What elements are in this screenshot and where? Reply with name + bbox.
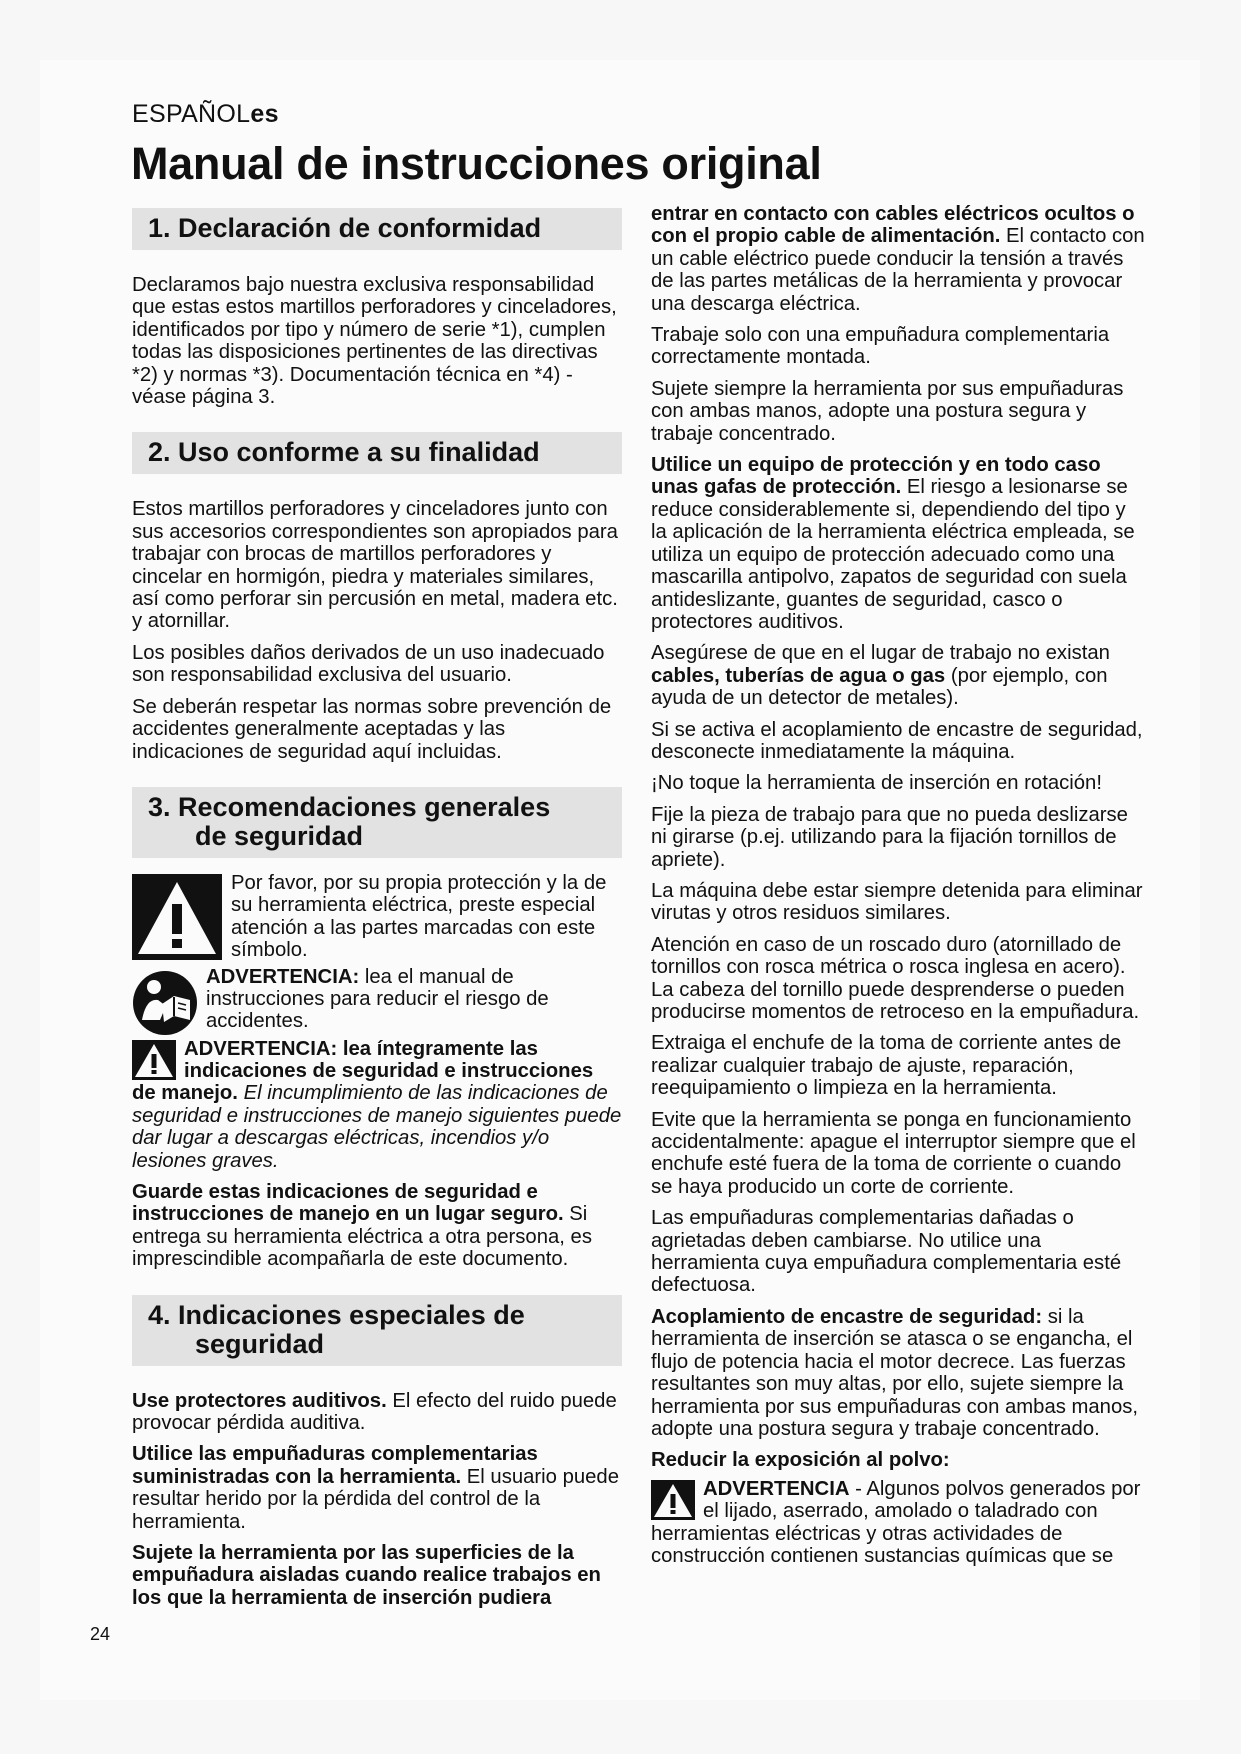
- warning-triangle-small-icon: [651, 1480, 695, 1520]
- warning-triangle-icon: [132, 874, 222, 960]
- r-paragraph-5: Asegúrese de que en el lugar de trabajo no existan cables, tuberías de agua o gas (por ejemplo, con ayuda de un detector de metales).: [651, 642, 1110, 710]
- right-column: [651, 203, 1147, 1576]
- section-4-heading: 4. Indicaciones especiales de seguridad: [132, 1295, 622, 1366]
- warning-symbol-block: [132, 872, 622, 962]
- r-paragraph-8: Fije la pieza de trabajo para que no pueda deslizarse ni girarse (p.ej. utilizando para la fijación tornillos de apriete).: [651, 803, 1128, 871]
- r-paragraph-2: Trabaje solo con una empuñadura complementaria correctamente montada.: [651, 324, 1110, 369]
- r-paragraph-4: Utilice un equipo de protección y en todo caso unas gafas de protección. El riesgo a lesionarse se reduce considerablemente si, dependiendo del tipo y la aplicación de la herramienta eléctrica empleada, se utiliza un equipo de protección adecuado como una mascarilla antipolvo, zapatos de seguridad con suela antideslizante, guantes de seguridad, casco o protectores auditivos.: [651, 454, 1135, 633]
- r-paragraph-14: Acoplamiento de encastre de seguridad: si la herramienta de inserción se atasca o se engancha, el flujo de potencia hacia el motor decrece. Las fuerzas resultantes son muy altas, por ello, sujete siempre la herramienta por sus empuñaduras con ambas manos, adopte una postura segura y trabaje concentrado.: [651, 1305, 1139, 1440]
- section-2-heading: 2. Uso conforme a su finalidad: [132, 432, 622, 474]
- r-paragraph-1: entrar en contacto con cables eléctricos ocultos o con el propio cable de alimentación. El contacto con un cable eléctrico puede conducir la tensión a través de las partes metálicas de la herramienta y provocar una descarga eléctrica.: [651, 203, 1145, 315]
- section-3-heading: 3. Recomendaciones generales de seguridad: [132, 787, 622, 858]
- s2-paragraph-2: Los posibles daños derivados de un uso inadecuado son responsabilidad exclusiva del usuario.: [132, 641, 605, 687]
- r-paragraph-6: Si se activa el acoplamiento de encastre de seguridad, desconecte inmediatamente la máquina.: [651, 718, 1143, 763]
- warning-triangle-small-icon: [132, 1040, 176, 1080]
- language-label: ESPAÑOLes: [132, 100, 279, 128]
- r-paragraph-7: ¡No toque la herramienta de inserción en rotación!: [651, 772, 1102, 795]
- r-paragraph-10: Atención en caso de un roscado duro (atornillado de tornillos con rosca métrica o rosca inglesa en acero). La cabeza del tornillo puede desprenderse o pueden producirse momentos de retroceso en la empuñadura.: [651, 933, 1140, 1023]
- page-number: 24: [90, 1624, 111, 1644]
- s1-paragraph: Declaramos bajo nuestra exclusiva responsabilidad que estas estos martillos perforadores y cinceladores, identificados por tipo y número de serie *1), cumplen todas las disposiciones pertinentes de las directivas *2) y normas *3). Documentación técnica en *4) - véase página 3.: [132, 274, 617, 409]
- s2-paragraph-1: Estos martillos perforadores y cinceladores junto con sus accesorios correspondientes son apropiados para trabajar con brocas de martillos perforadores y cincelar en hormigón, piedra y materiales similares, así como perforar sin percusión en metal, madera etc. y atornillar.: [132, 498, 618, 633]
- s4-paragraph-3: Sujete la herramienta por las superficies de la empuñadura aisladas cuando realice trabajos en los que la herramienta de inserción pudiera: [132, 1542, 601, 1609]
- r-paragraph-13: Las empuñaduras complementarias dañadas o agrietadas deben cambiarse. No utilice una herramienta cuya empuñadura complementaria esté defectuosa.: [651, 1207, 1122, 1297]
- page-title: Manual de instrucciones original: [131, 138, 822, 189]
- r-dust-heading: Reducir la exposición al polvo:: [651, 1449, 950, 1472]
- read-manual-block: [132, 966, 622, 1036]
- r-dust-warning: ADVERTENCIA - Algunos polvos generados por el lijado, aserrado, amolado o taladrado con herramientas eléctricas y otras actividades de construcción contienen sustancias químicas que se: [651, 1477, 1141, 1567]
- keep-instructions: Guarde estas indicaciones de seguridad e instrucciones de manejo en un lugar seguro. Si entrega su herramienta eléctrica a otra persona, es imprescindible acompañarla de este documento.: [132, 1180, 592, 1271]
- r-paragraph-12: Evite que la herramienta se ponga en funcionamiento accidentalmente: apague el interruptor siempre que el enchufe esté fuera de la toma de corriente o cuando se haya producido un corte de corriente.: [651, 1108, 1136, 1198]
- r-paragraph-3: Sujete siempre la herramienta por sus empuñaduras con ambas manos, adopte una postura segura y trabaje concentrado.: [651, 377, 1124, 445]
- s4-paragraph-1: Use protectores auditivos. El efecto del ruido puede provocar pérdida auditiva.: [132, 1389, 617, 1434]
- s2-paragraph-3: Se deberán respetar las normas sobre prevención de accidentes generalmente aceptadas y las indicaciones de seguridad aquí incluidas.: [132, 695, 612, 763]
- s4-paragraph-2: Utilice las empuñaduras complementarias suministradas con la herramienta. El usuario puede resultar herido por la pérdida del control de la herramienta.: [132, 1443, 619, 1533]
- r-paragraph-11: Extraiga el enchufe de la toma de corriente antes de realizar cualquier trabajo de ajuste, reparación, reequipamiento o limpieza en la herramienta.: [651, 1032, 1122, 1100]
- section-1-heading: 1. Declaración de conformidad: [132, 208, 622, 250]
- read-manual-icon: [132, 970, 198, 1036]
- warning-read-instructions: ADVERTENCIA: lea íntegramente las indicaciones de seguridad e instrucciones de manejo. El incumplimiento de las indicaciones de seguridad e instrucciones de manejo siguientes puede dar lugar a descargas eléctricas, incendios y/o lesiones graves.: [132, 1037, 622, 1172]
- left-column: [132, 208, 622, 1618]
- r-paragraph-9: La máquina debe estar siempre detenida para eliminar virutas y otros residuos similares.: [651, 879, 1143, 925]
- read-manual-text: ADVERTENCIA: lea el manual de instrucciones para reducir el riesgo de accidentes.: [206, 965, 549, 1033]
- warning-symbol-text: Por favor, por su propia protección y la de su herramienta eléctrica, preste especial atención a las partes marcadas con este símbolo.: [231, 871, 607, 962]
